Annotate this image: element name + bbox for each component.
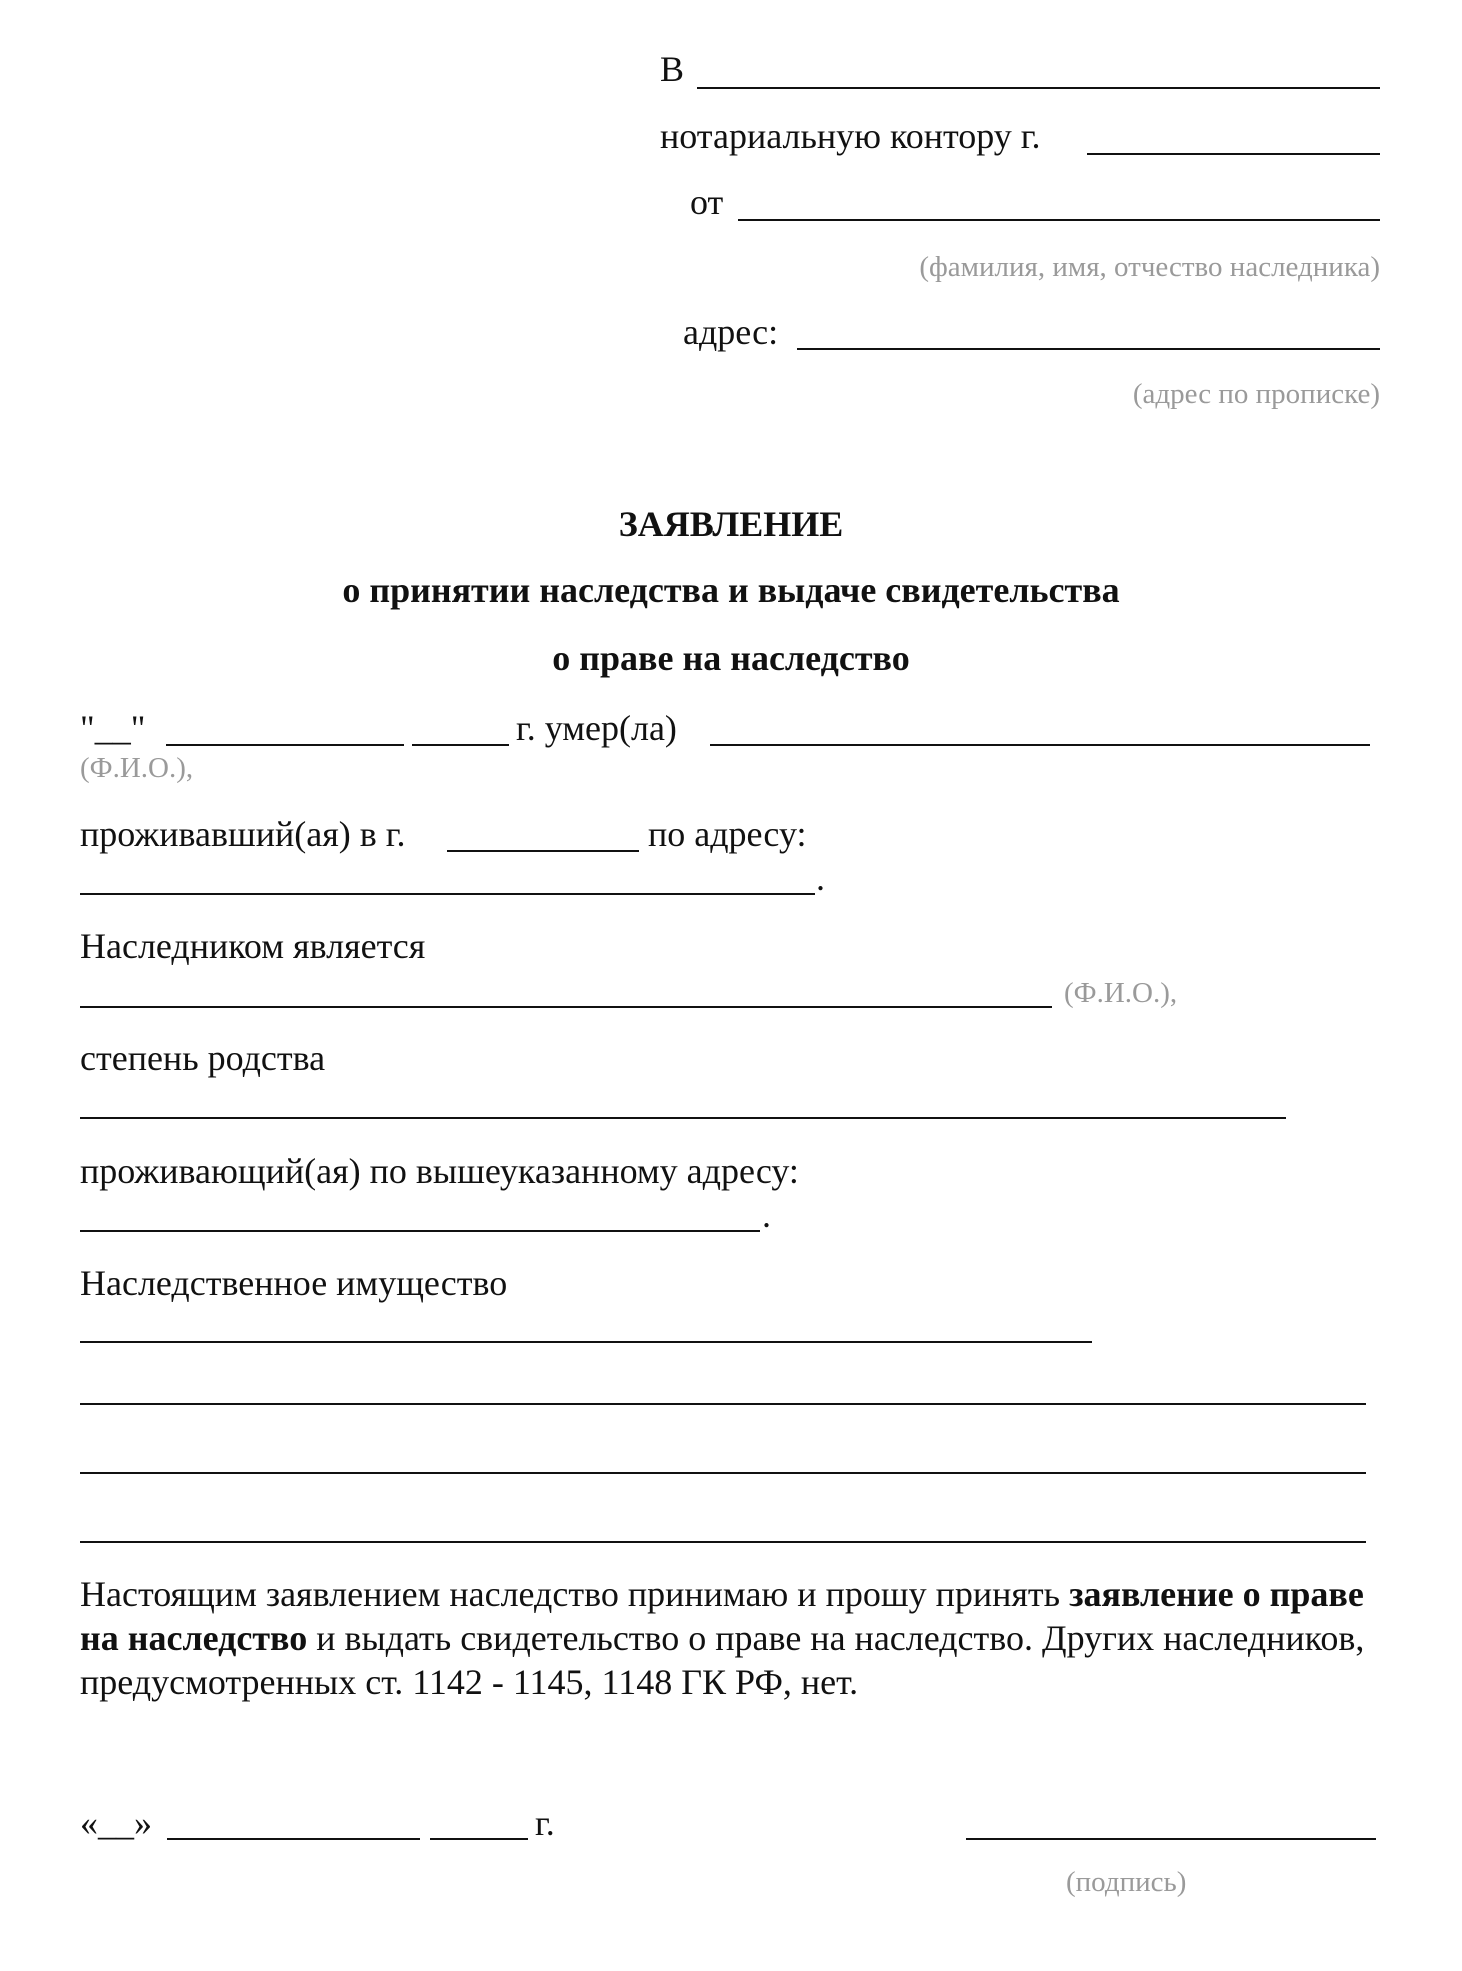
heir-name-line[interactable]	[80, 1006, 1052, 1008]
to-label: В	[660, 49, 685, 89]
property-label: Наследственное имущество	[80, 1263, 508, 1303]
lived-address-dot: .	[816, 858, 825, 898]
heir-fio-hint: (Ф.И.О.),	[1064, 977, 1178, 1009]
lived-label: проживавший(ая) в г.	[80, 814, 406, 854]
from-hint: (фамилия, имя, отчество наследника)	[919, 251, 1380, 283]
footer-year-label: г.	[535, 1803, 555, 1843]
property-line-4[interactable]	[80, 1541, 1366, 1543]
footer-date-year-line[interactable]	[430, 1838, 528, 1840]
lived-address-label: по адресу:	[648, 814, 807, 854]
address-hint: (адрес по прописке)	[1132, 378, 1380, 410]
address-label: адрес:	[683, 312, 779, 352]
living-label: проживающий(ая) по вышеуказанному адресу:	[80, 1151, 799, 1191]
statement-bold: заявление о праве на наследство	[80, 1574, 1364, 1658]
year-died-label: г. умер(ла)	[516, 708, 677, 748]
footer-date-month-line[interactable]	[167, 1838, 420, 1840]
from-label: от	[690, 182, 724, 222]
statement-text-2: и выдать свидетельство о праве на наследство. Других наследников, предусмотренных ст. 1142 - 1145, 1148 ГК РФ, нет.	[80, 1618, 1365, 1702]
property-line-1[interactable]	[80, 1341, 1092, 1343]
property-line-2[interactable]	[80, 1403, 1366, 1405]
death-date-month-line[interactable]	[166, 744, 404, 746]
kinship-label: степень родства	[80, 1038, 326, 1078]
statement-text-1: Настоящим заявлением наследство принимаю и прошу принять	[80, 1574, 1070, 1614]
lived-city-line[interactable]	[447, 850, 639, 852]
deceased-name-line[interactable]	[710, 744, 1370, 746]
from-field-line[interactable]	[738, 219, 1380, 221]
living-address-line[interactable]	[80, 1230, 760, 1232]
footer-date-quote: «__»	[80, 1803, 152, 1843]
notary-label: нотариальную контору г.	[660, 116, 1041, 156]
notary-city-field-line[interactable]	[1087, 153, 1380, 155]
death-date-year-line[interactable]	[412, 744, 509, 746]
living-address-dot: .	[762, 1195, 771, 1235]
to-field-line[interactable]	[697, 87, 1380, 89]
document-subtitle-line1: о принятии наследства и выдаче свидетельства	[342, 570, 1120, 610]
property-line-3[interactable]	[80, 1472, 1366, 1474]
address-field-line[interactable]	[797, 348, 1380, 350]
signature-hint: (подпись)	[1066, 1866, 1187, 1898]
document-title: ЗАЯВЛЕНИЕ	[618, 504, 844, 544]
lived-address-line[interactable]	[80, 893, 815, 895]
deceased-fio-hint: (Ф.И.О.),	[80, 752, 194, 784]
document-subtitle-line2: о праве на наследство	[552, 638, 910, 678]
signature-line[interactable]	[966, 1838, 1376, 1840]
heir-label: Наследником является	[80, 926, 426, 966]
statement-paragraph	[80, 1572, 1370, 1704]
kinship-line[interactable]	[80, 1117, 1286, 1119]
death-date-quote: "__"	[80, 708, 146, 748]
